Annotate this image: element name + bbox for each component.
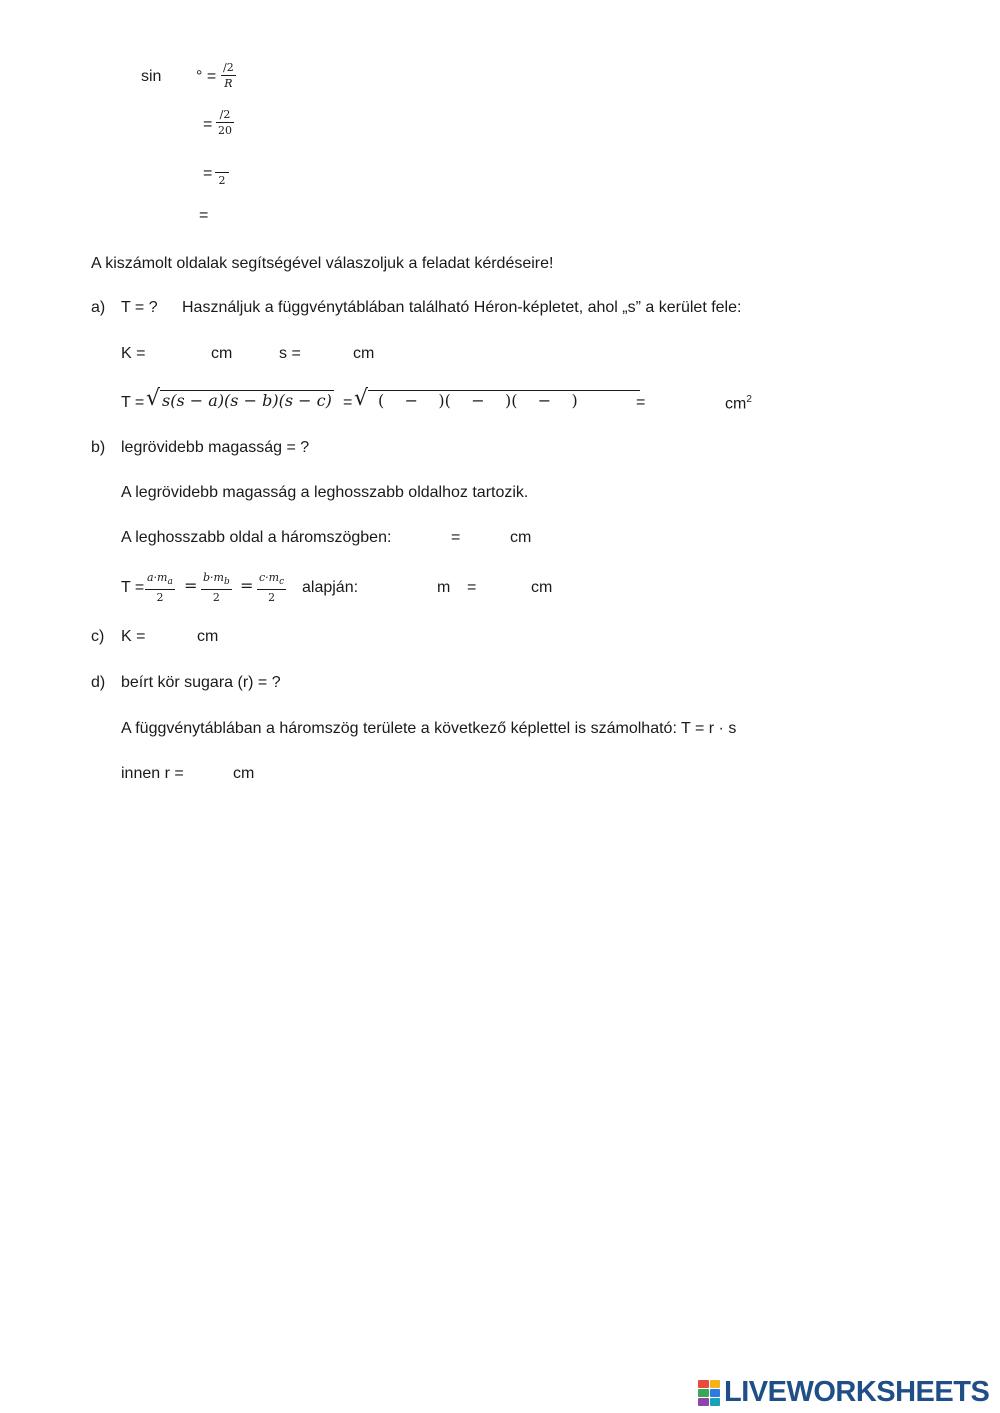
section-c-perimeter-label: K = [121,628,146,645]
section-d-line1: A függvénytáblában a háromszög területe a következő képlettel is számolható: T = r · s [121,720,737,737]
height-m-unit: cm [531,579,553,596]
liveworksheets-logo [698,1378,989,1407]
logo-block [698,1398,709,1406]
logo-block [710,1398,721,1406]
fraction-numerator: /2 [219,108,231,121]
height-fraction-b [201,572,232,603]
fraction-denominator: 2 [212,591,220,604]
liveworksheets-logo-text: LIVEWORKSHEETS [724,1376,990,1408]
liveworksheets-logo-icon [698,1380,720,1406]
logo-block [698,1380,709,1388]
section-b-line1: A legrövidebb magasság a leghosszabb oldalhoz tartozik. [121,484,529,501]
intro-text: A kiszámolt oldalak segítségével válaszoljuk a feladat kérdéseire! [91,255,554,272]
perimeter-label: K = [121,345,146,362]
height-area-label: T = [121,579,145,596]
fraction-numerator [257,572,286,587]
area-unit-text: cm [725,395,747,413]
fraction-numerator: /2 [223,61,234,74]
fraction-bar [145,589,175,590]
fraction-bar [221,75,236,76]
fraction-bar [216,122,234,123]
fraction-bar [201,589,232,590]
logo-block [698,1389,709,1397]
sine-fraction-2 [216,109,234,136]
fraction-numerator [220,159,224,170]
fraction-denominator: 2 [156,591,164,604]
sine-row4-equals: = [199,207,209,224]
section-d-question: beírt kör sugara (r) = ? [121,674,281,691]
sine-fraction-1 [221,62,236,89]
radius-unit: cm [233,765,255,782]
section-d-label: d) [91,674,106,691]
section-a-label: a) [91,299,106,316]
section-b-label: b) [91,439,106,456]
sin-label: sin [141,68,162,85]
heron-substitution [354,388,640,410]
sine-row3-equals: = [203,165,213,182]
sin-degree-equals: ° = [196,68,217,85]
logo-block [710,1389,721,1397]
height-m-label: m [437,579,451,596]
section-b-line2-unit: cm [510,529,532,546]
fraction-numerator-text: a·m [147,571,168,584]
section-a-text: Használjuk a függvénytáblában található Héron-képletet, ahol „s” a kerület fele: [182,299,742,316]
perimeter-unit: cm [211,345,233,362]
section-b-line2: A leghosszabb oldal a háromszögben: [121,529,392,546]
heron-formula-expression: s(s − a)(s − b)(s − c) [162,391,332,411]
area-unit [725,395,752,412]
square-root-sign: √ [146,386,161,411]
section-a-question: T = ? [121,299,158,316]
semiperimeter-label: s = [279,345,301,362]
fraction-bar [257,589,286,590]
radius-label: innen r = [121,765,184,782]
section-b-line2-equals: = [451,529,461,546]
fraction-numerator-subscript: c [279,577,285,587]
based-on-label: alapján: [302,579,359,596]
square-root-sign: √ [354,386,369,411]
fraction-numerator-subscript: b [223,577,230,587]
fraction-numerator-text: b·m [203,571,224,584]
heron-equals-2: = [636,394,646,411]
height-equals-2: = [240,576,254,595]
section-b-question: legrövidebb magasság = ? [121,439,310,456]
sine-fraction-3 [215,159,229,186]
fraction-numerator-subscript: a [167,577,173,587]
fraction-denominator: 2 [218,174,226,187]
fraction-denominator: R [224,77,233,90]
height-m-equals: = [467,579,477,596]
fraction-numerator [145,572,175,587]
section-c-perimeter-unit: cm [197,628,219,645]
height-equals-1: = [184,576,198,595]
area-label: T = [121,394,145,411]
heron-substitution-expression: ( − )( − )( − ) [368,390,640,410]
fraction-numerator [201,572,232,587]
height-fraction-a [145,572,175,603]
section-c-label: c) [91,628,105,645]
logo-block [710,1380,721,1388]
area-unit-exponent: 2 [746,394,752,405]
fraction-denominator: 2 [268,591,276,604]
fraction-denominator: 20 [218,124,232,137]
sine-row2-equals: = [203,116,213,133]
semiperimeter-unit: cm [353,345,375,362]
heron-equals-1: = [343,394,353,411]
height-fraction-c [257,572,286,603]
fraction-bar [215,172,229,173]
heron-formula [146,388,334,410]
fraction-numerator-text: c·m [259,571,280,584]
